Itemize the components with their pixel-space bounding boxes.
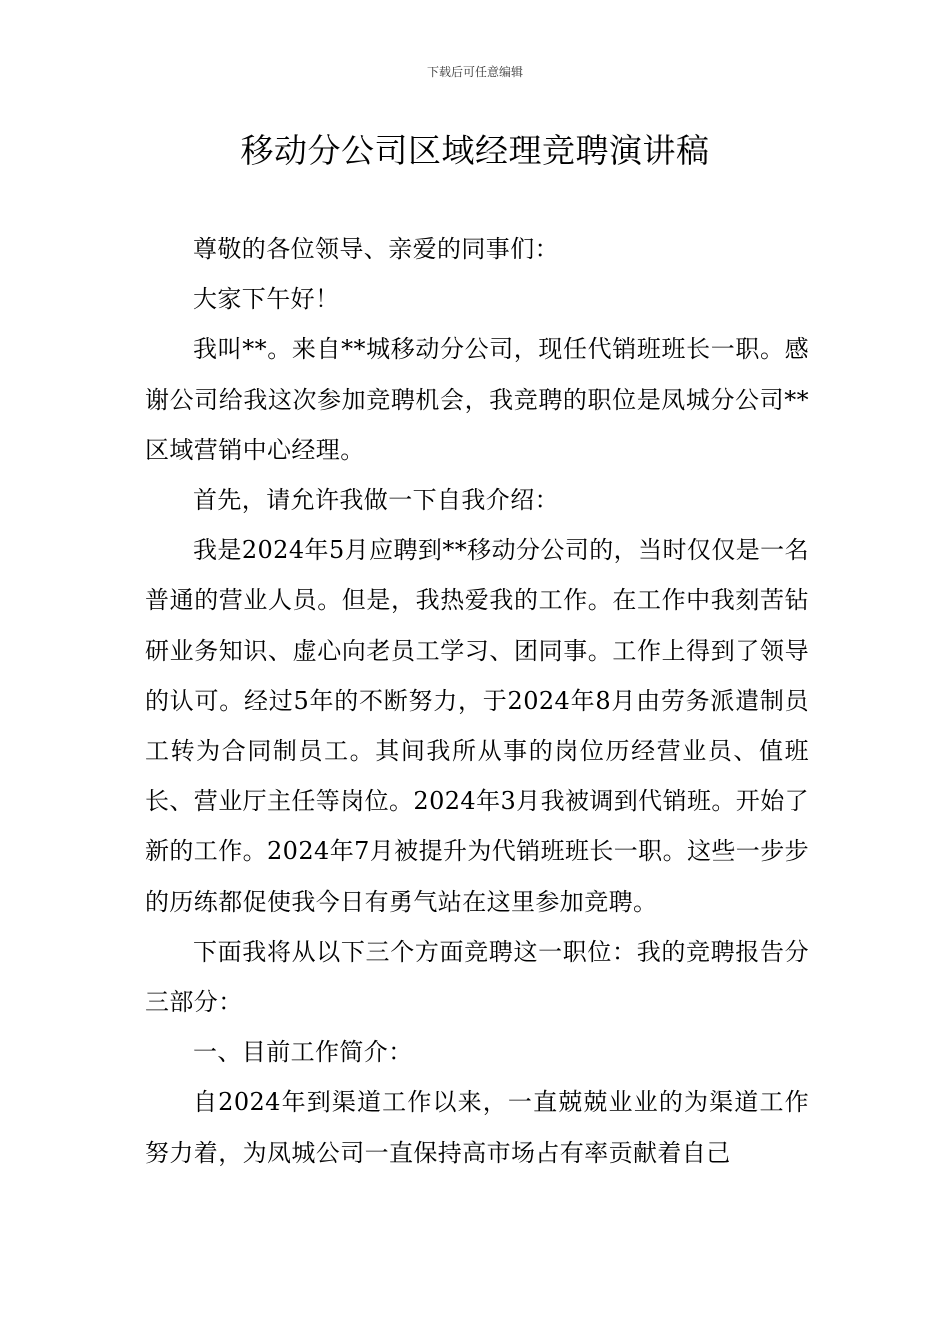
paragraph-self-intro-lead: 首先，请允许我做一下自我介绍： xyxy=(193,486,559,515)
document-title: 移动分公司区域经理竞聘演讲稿 xyxy=(240,131,710,170)
document-body xyxy=(145,224,809,1178)
paragraph-salutation: 尊敬的各位领导、亲爱的同事们： xyxy=(193,235,559,263)
page-header-note: 下载后可任意编辑 xyxy=(426,65,523,79)
section-heading-current-work: 一、目前工作简介： xyxy=(193,1038,413,1067)
paragraph-introduction: 我叫**。来自**城移动分公司，现任代销班班长一职。感谢公司给我这次参加竞聘机会，我竞聘的职位是凤城分公司**区域营销中心经理。 xyxy=(145,335,809,464)
paragraph-career-history: 我是2024年5月应聘到**移动分公司的，当时仅仅是一名普通的营业人员。但是，我热爱我的工作。在工作中我刻苦钻研业务知识、虚心向老员工学习、团同事。工作上得到了领导的认可。经过5年的不断努力，于2024年8月由劳务派遣制员工转为合同制员工。其间我所从事的岗位历经营业员、值班长、营业厅主任等岗位。2024年3月我被调到代销班。开始了新的工作。2024年7月被提升为代销班班长一职。这些一步步的历练都促使我今日有勇气站在这里参加竞聘。 xyxy=(145,536,809,916)
paragraph-current-work: 自2024年到渠道工作以来，一直兢兢业业的为渠道工作努力着，为凤城公司一直保持高市场占有率贡献着自己 xyxy=(145,1088,809,1167)
paragraph-report-outline: 下面我将从以下三个方面竞聘这一职位：我的竞聘报告分三部分： xyxy=(145,937,809,1017)
paragraph-greeting: 大家下午好！ xyxy=(193,285,340,314)
